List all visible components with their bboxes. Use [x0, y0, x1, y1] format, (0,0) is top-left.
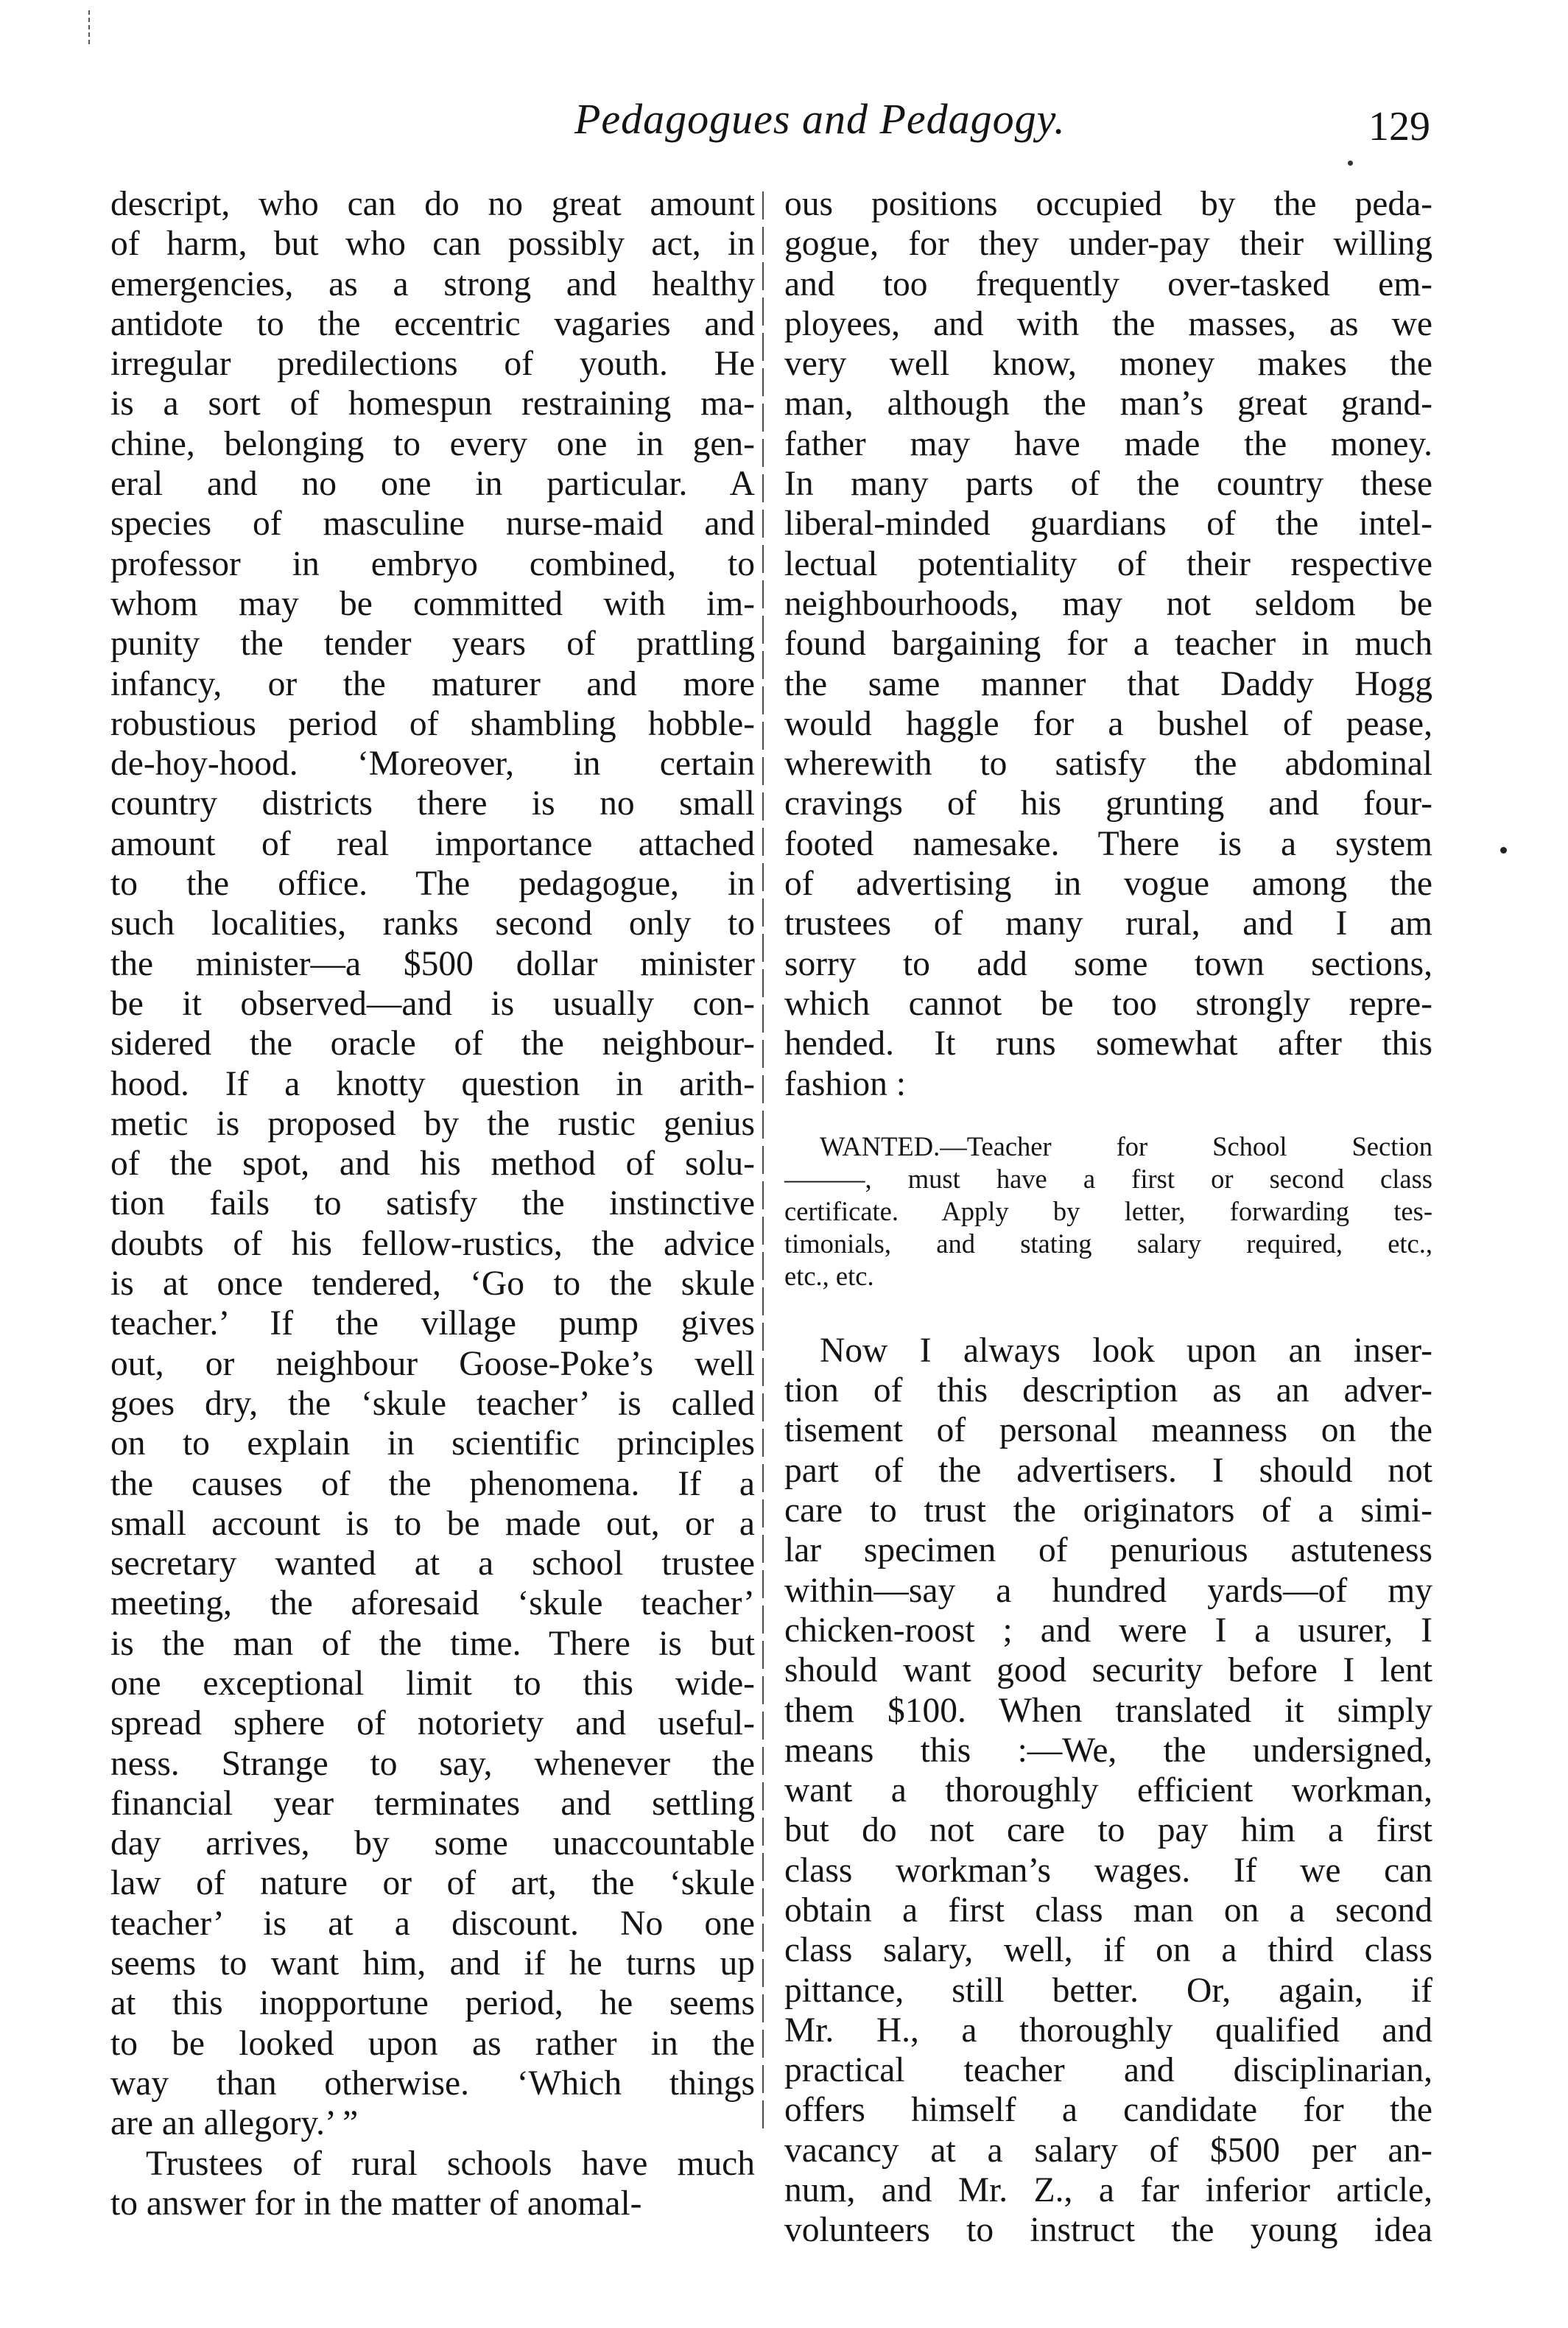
text-line: doubts of his fellow-rustics, the advice: [110, 1224, 755, 1263]
text-line: on to explain in scientific principles: [110, 1424, 755, 1463]
text-line: to answer for in the matter of anomal-: [110, 2184, 642, 2223]
text-line: father may have made the money.: [784, 424, 1432, 463]
text-line: infancy, or the maturer and more: [110, 664, 755, 703]
text-line: lar specimen of penurious astuteness: [784, 1531, 1432, 1570]
text-line: descript, who can do no great amount: [110, 185, 755, 223]
text-line: amount of real importance attached: [110, 824, 755, 863]
text-line: pittance, still better. Or, again, if: [784, 1971, 1432, 2010]
text-line: of the spot, and his method of solu-: [110, 1144, 755, 1184]
text-line: goes dry, the ‘skule teacher’ is called: [110, 1384, 755, 1423]
advert-line: ———, must have a first or second class: [784, 1163, 1432, 1194]
column-rule: [762, 191, 764, 2128]
text-line: tisement of personal meanness on the: [784, 1411, 1432, 1450]
text-line: means this :—We, the undersigned,: [784, 1731, 1432, 1770]
text-line: them $100. When translated it simply: [784, 1691, 1432, 1730]
text-line: to the office. The pedagogue, in: [110, 865, 755, 904]
text-line: secretary wanted at a school trustee: [110, 1544, 755, 1583]
text-line: vacancy at a salary of $500 per an-: [784, 2131, 1432, 2170]
text-line: neighbourhoods, may not seldom be: [784, 584, 1432, 623]
text-line: to be looked upon as rather in the: [110, 2024, 755, 2063]
text-line: of harm, but who can possibly act, in: [110, 225, 755, 264]
text-line: meeting, the aforesaid ‘skule teacher’: [110, 1584, 755, 1623]
text-line: is the man of the time. There is but: [110, 1624, 755, 1663]
text-line: wherewith to satisfy the abdominal: [784, 745, 1432, 784]
text-line: the causes of the phenomena. If a: [110, 1464, 755, 1503]
text-line: within—say a hundred yards—of my: [784, 1571, 1432, 1610]
advert-line: certificate. Apply by letter, forwarding tes-: [784, 1195, 1432, 1226]
right-column-continuation: [784, 1331, 1432, 2251]
left-column: [110, 184, 755, 2223]
text-line: chicken-roost ; and were I a usurer, I: [784, 1611, 1432, 1650]
text-line: metic is proposed by the rustic genius: [110, 1104, 755, 1143]
text-line: class salary, well, if on a third class: [784, 1931, 1432, 1970]
scan-edge-mark: [88, 10, 90, 46]
right-column: [784, 184, 1432, 2251]
text-line: obtain a first class man on a second: [784, 1891, 1432, 1930]
text-line: small account is to be made out, or a: [110, 1504, 755, 1543]
text-line: ployees, and with the masses, as we: [784, 304, 1432, 343]
margin-dot: [1500, 847, 1507, 854]
text-line: antidote to the eccentric vagaries and: [110, 304, 755, 343]
text-line: of advertising in vogue among the: [784, 865, 1432, 904]
text-line: care to trust the originators of a simi-: [784, 1491, 1432, 1530]
text-line: irregular predilections of youth. He: [110, 345, 755, 384]
text-line: country districts there is no small: [110, 784, 755, 823]
advert-line: WANTED.—Teacher for School Section: [820, 1130, 1432, 1161]
text-line: at this inopportune period, he seems: [110, 1984, 755, 2023]
advert-line: etc., etc.: [784, 1260, 874, 1291]
text-line: spread sphere of notoriety and useful-: [110, 1704, 755, 1743]
text-line: practical teacher and disciplinarian,: [784, 2051, 1432, 2090]
text-line: want a thoroughly efficient workman,: [784, 1771, 1432, 1810]
text-line: cravings of his grunting and four-: [784, 784, 1432, 823]
advertisement-block: [784, 1130, 1432, 1293]
text-line: liberal-minded guardians of the intel-: [784, 504, 1432, 544]
running-head: Pedagogues and Pedagogy.: [574, 95, 1066, 143]
text-line: sorry to add some town sections,: [784, 944, 1432, 983]
text-line: the minister—a $500 dollar minister: [110, 944, 755, 983]
text-line: Mr. H., a thoroughly qualified and: [784, 2011, 1432, 2050]
text-line: teacher’ is at a discount. No one: [110, 1904, 755, 1943]
text-line: are an allegory.’ ”: [110, 2104, 359, 2143]
text-line: whom may be committed with im-: [110, 584, 755, 623]
text-line: should want good security before I lent: [784, 1651, 1432, 1690]
text-line: eral and no one in particular. A: [110, 465, 755, 504]
text-line: num, and Mr. Z., a far inferior article,: [784, 2171, 1432, 2210]
text-line: and too frequently over-tasked em-: [784, 264, 1432, 303]
text-line: offers himself a candidate for the: [784, 2091, 1432, 2130]
text-line: is at once tendered, ‘Go to the skule: [110, 1265, 755, 1304]
text-line: found bargaining for a teacher in much: [784, 625, 1432, 664]
text-line: be it observed—and is usually con-: [110, 984, 755, 1023]
right-column-intro: [784, 184, 1432, 1104]
text-line: sidered the oracle of the neighbour-: [110, 1024, 755, 1063]
text-line: In many parts of the country these: [784, 465, 1432, 504]
text-line: out, or neighbour Goose-Poke’s well: [110, 1344, 755, 1383]
text-line: hended. It runs somewhat after this: [784, 1024, 1432, 1063]
text-line: very well know, money makes the: [784, 345, 1432, 384]
stray-dot: [1348, 161, 1353, 166]
text-line: way than otherwise. ‘Which things: [110, 2064, 755, 2103]
text-line: which cannot be too strongly repre-: [784, 984, 1432, 1023]
text-line: but do not care to pay him a first: [784, 1811, 1432, 1850]
text-line: man, although the man’s great grand-: [784, 384, 1432, 423]
text-line: Trustees of rural schools have much: [146, 2144, 755, 2183]
text-line: teacher.’ If the village pump gives: [110, 1304, 755, 1343]
text-line: emergencies, as a strong and healthy: [110, 264, 755, 303]
text-line: ous positions occupied by the peda-: [784, 185, 1432, 223]
text-line: de-hoy-hood. ‘Moreover, in certain: [110, 745, 755, 784]
text-line: robustious period of shambling hobble-: [110, 704, 755, 743]
text-line: the same manner that Daddy Hogg: [784, 664, 1432, 703]
text-line: day arrives, by some unaccountable: [110, 1824, 755, 1863]
text-line: would haggle for a bushel of pease,: [784, 704, 1432, 743]
text-line: class workman’s wages. If we can: [784, 1851, 1432, 1890]
text-line: tion of this description as an adver-: [784, 1371, 1432, 1410]
text-line: lectual potentiality of their respective: [784, 544, 1432, 583]
text-line: chine, belonging to every one in gen-: [110, 424, 755, 463]
text-line: one exceptional limit to this wide-: [110, 1664, 755, 1703]
text-line: ness. Strange to say, whenever the: [110, 1744, 755, 1783]
text-line: gogue, for they under-pay their willing: [784, 225, 1432, 264]
text-line: financial year terminates and settling: [110, 1784, 755, 1823]
text-line: hood. If a knotty question in arith-: [110, 1064, 755, 1103]
text-line: trustees of many rural, and I am: [784, 904, 1432, 943]
text-line: such localities, ranks second only to: [110, 904, 755, 943]
text-line: professor in embryo combined, to: [110, 544, 755, 583]
text-line: Now I always look upon an inser-: [820, 1331, 1432, 1370]
text-line: footed namesake. There is a system: [784, 824, 1432, 863]
text-line: fashion :: [784, 1064, 906, 1103]
text-line: is a sort of homespun restraining ma-: [110, 384, 755, 423]
text-line: punity the tender years of prattling: [110, 625, 755, 664]
text-line: part of the advertisers. I should not: [784, 1451, 1432, 1490]
advert-line: timonials, and stating salary required, etc.,: [784, 1228, 1432, 1259]
text-line: seems to want him, and if he turns up: [110, 1944, 755, 1983]
page-number: 129: [1368, 104, 1430, 150]
text-line: tion fails to satisfy the instinctive: [110, 1184, 755, 1223]
text-line: law of nature or of art, the ‘skule: [110, 1864, 755, 1903]
text-line: species of masculine nurse-maid and: [110, 504, 755, 544]
text-line: volunteers to instruct the young idea: [784, 2211, 1432, 2250]
